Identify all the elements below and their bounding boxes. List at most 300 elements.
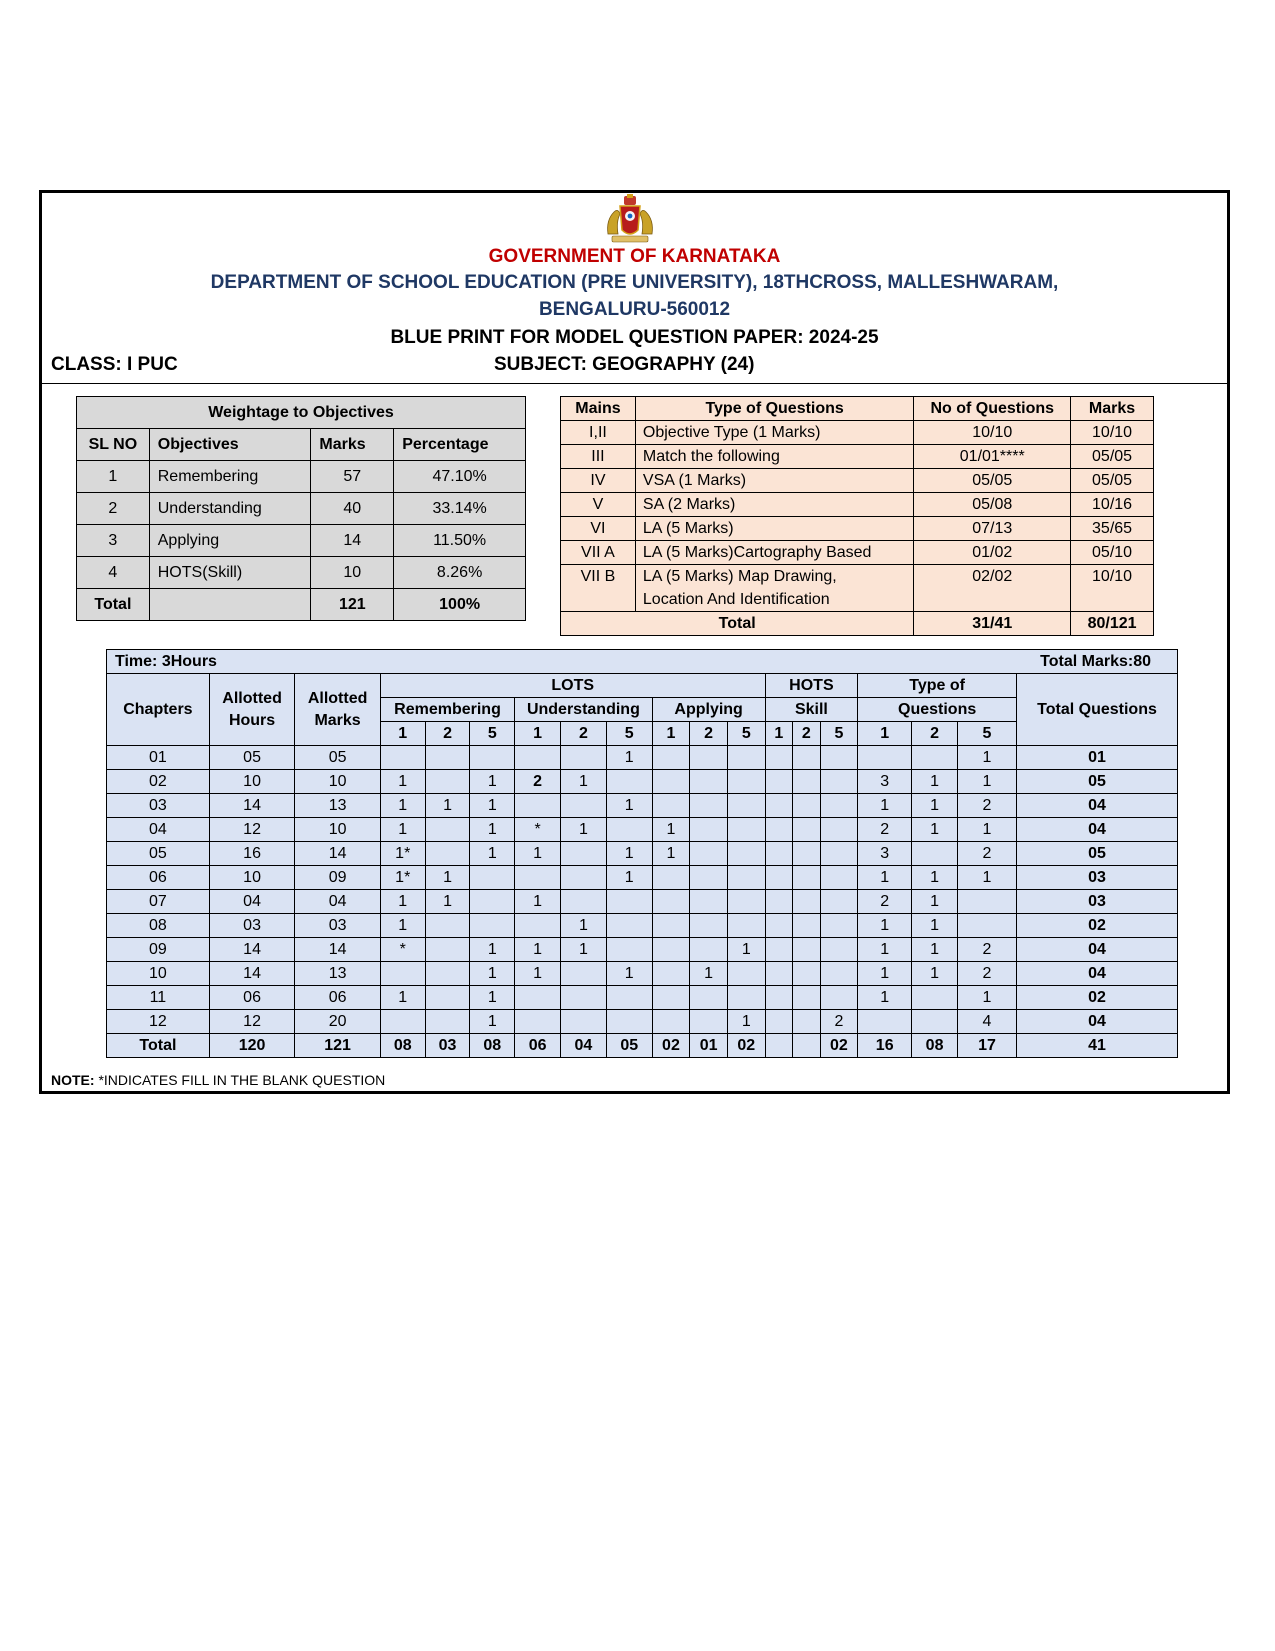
table-cell (727, 890, 765, 914)
table-cell (515, 914, 561, 938)
table-cell: 2 (957, 962, 1016, 986)
table-cell: 1 (380, 890, 425, 914)
column-header: Remembering (380, 698, 514, 722)
table-cell (380, 962, 425, 986)
department-line-1: DEPARTMENT OF SCHOOL EDUCATION (PRE UNIVERSITY), 18THCROSS, MALLESHWARAM, (210, 272, 1059, 293)
table-cell: 1 (912, 866, 958, 890)
table-cell: 1* (380, 866, 425, 890)
table-cell (515, 986, 561, 1010)
type-line-1: LA (5 Marks) Map Drawing, (642, 568, 837, 585)
table-cell: 08 (470, 1034, 515, 1058)
table-cell: 1 (515, 962, 561, 986)
table-cell: 02 (652, 1034, 690, 1058)
table-cell: 1 (425, 794, 470, 818)
column-header: Objectives (149, 429, 311, 461)
table-cell (470, 914, 515, 938)
table-cell: 10/10 (1071, 421, 1154, 445)
table-row (561, 565, 1154, 612)
table-cell: 03 (1017, 890, 1178, 914)
table-cell: 1 (858, 938, 912, 962)
table-cell (820, 890, 858, 914)
table-cell: 1 (606, 842, 652, 866)
table-cell: 2 (77, 493, 150, 525)
table-cell: 02/02 (914, 565, 1071, 612)
column-header: LOTS (380, 674, 765, 698)
column-subheader: 5 (606, 722, 652, 746)
note-label: NOTE: (51, 1072, 95, 1088)
table-cell (652, 890, 690, 914)
table-cell (425, 746, 470, 770)
table-cell: Remembering (149, 461, 311, 493)
table-cell (793, 770, 820, 794)
table-cell: 1 (606, 866, 652, 890)
table-row-total (107, 1034, 1178, 1058)
table-cell: 1 (470, 842, 515, 866)
table-cell: 1 (957, 746, 1016, 770)
table-cell (820, 746, 858, 770)
department-line-2: BENGALURU-560012 (538, 299, 731, 320)
table-cell (652, 962, 690, 986)
table-cell: III (561, 445, 636, 469)
table-cell: 03 (1017, 866, 1178, 890)
table-cell (425, 986, 470, 1010)
table-cell: 09 (107, 938, 210, 962)
table-cell (690, 938, 728, 962)
column-subheader: 1 (515, 722, 561, 746)
table-cell: Objective Type (1 Marks) (635, 421, 914, 445)
header-divider (42, 383, 1227, 384)
table-cell (793, 914, 820, 938)
table-cell (727, 962, 765, 986)
table-cell: 1 (912, 890, 958, 914)
column-header: Allotted Marks (295, 674, 381, 746)
table-cell (380, 746, 425, 770)
table-row (107, 1010, 1178, 1034)
table-cell: 1 (380, 794, 425, 818)
table-cell (765, 1034, 792, 1058)
table-cell (793, 962, 820, 986)
table-cell: 04 (561, 1034, 607, 1058)
table-cell (425, 818, 470, 842)
table-cell: 1 (912, 914, 958, 938)
table-row (107, 914, 1178, 938)
column-subheader: 2 (793, 722, 820, 746)
table-cell (727, 794, 765, 818)
table-cell (606, 890, 652, 914)
table-cell: 1 (606, 794, 652, 818)
table-cell: Understanding (149, 493, 311, 525)
table-cell: 3 (858, 770, 912, 794)
table-cell (515, 1010, 561, 1034)
table-cell: 8.26% (394, 557, 526, 589)
table-cell (690, 1010, 728, 1034)
table-cell: 04 (209, 890, 295, 914)
table-cell: Total (107, 1034, 210, 1058)
table-cell: 17 (957, 1034, 1016, 1058)
table-cell: 08 (107, 914, 210, 938)
table-cell (606, 914, 652, 938)
table-cell: 1 (652, 842, 690, 866)
table-cell: 2 (820, 1010, 858, 1034)
table-cell: 08 (912, 1034, 958, 1058)
karnataka-emblem-icon (602, 194, 658, 244)
column-header: Questions (858, 698, 1017, 722)
table-cell (690, 842, 728, 866)
table-cell: 11 (107, 986, 210, 1010)
table-row (561, 541, 1154, 565)
table-cell: 10 (107, 962, 210, 986)
table-cell (470, 746, 515, 770)
table-cell (820, 794, 858, 818)
table-cell: 121 (295, 1034, 381, 1058)
table-row (107, 770, 1178, 794)
column-subheader: 5 (727, 722, 765, 746)
table-cell: 02 (820, 1034, 858, 1058)
table-row (561, 493, 1154, 517)
table-cell (561, 842, 607, 866)
table-cell (765, 986, 792, 1010)
table-cell: 1 (425, 890, 470, 914)
table-cell (425, 842, 470, 866)
table-cell (652, 746, 690, 770)
table-cell: 120 (209, 1034, 295, 1058)
table-cell: 06 (209, 986, 295, 1010)
table-cell: 05/05 (914, 469, 1071, 493)
table-cell (690, 986, 728, 1010)
table-cell (561, 1010, 607, 1034)
table-cell: 80/121 (1071, 612, 1154, 636)
table-cell (606, 770, 652, 794)
table-cell (561, 986, 607, 1010)
table-cell (793, 1010, 820, 1034)
table-cell: 14 (311, 525, 394, 557)
table-cell: 02 (107, 770, 210, 794)
table-cell: 14 (209, 938, 295, 962)
table-cell: VII A (561, 541, 636, 565)
table-cell: 05 (1017, 770, 1178, 794)
table-cell: 1 (470, 794, 515, 818)
table-cell: 03 (425, 1034, 470, 1058)
table-cell (912, 1010, 958, 1034)
weightage-title: Weightage to Objectives (77, 397, 526, 429)
table-cell (470, 866, 515, 890)
table-cell: 57 (311, 461, 394, 493)
column-subheader: 1 (765, 722, 792, 746)
table-cell: HOTS(Skill) (149, 557, 311, 589)
table-cell: 14 (209, 794, 295, 818)
table-cell: 1 (470, 962, 515, 986)
table-cell (820, 866, 858, 890)
table-cell: 1* (380, 842, 425, 866)
table-cell (820, 938, 858, 962)
column-header: Type of (858, 674, 1017, 698)
column-header: Marks (311, 429, 394, 461)
total-marks-label: Total Marks:80 (912, 650, 1178, 674)
table-cell (727, 842, 765, 866)
table-cell: 03 (295, 914, 381, 938)
table-cell (425, 770, 470, 794)
table-cell: 10/10 (1071, 565, 1154, 612)
table-cell: 31/41 (914, 612, 1071, 636)
column-subheader: 5 (470, 722, 515, 746)
table-cell: V (561, 493, 636, 517)
table-cell (425, 1010, 470, 1034)
table-cell (765, 770, 792, 794)
table-cell: 07 (107, 890, 210, 914)
table-cell (727, 914, 765, 938)
column-subheader: 2 (690, 722, 728, 746)
table-cell (727, 866, 765, 890)
column-header: Applying (652, 698, 765, 722)
column-header: Understanding (515, 698, 652, 722)
table-cell: 3 (858, 842, 912, 866)
table-cell: 33.14% (394, 493, 526, 525)
table-row (77, 397, 526, 429)
table-cell: 1 (912, 938, 958, 962)
table-cell: 06 (295, 986, 381, 1010)
table-cell (690, 866, 728, 890)
table-cell: 2 (858, 890, 912, 914)
table-cell: 01 (107, 746, 210, 770)
table-cell: 08 (380, 1034, 425, 1058)
column-subheader: 5 (820, 722, 858, 746)
table-cell: 20 (295, 1010, 381, 1034)
table-cell: 16 (209, 842, 295, 866)
table-cell (690, 770, 728, 794)
table-cell: 4 (957, 1010, 1016, 1034)
table-cell: 1 (380, 914, 425, 938)
table-row (561, 397, 1154, 421)
table-cell (820, 914, 858, 938)
table-cell: 1 (912, 818, 958, 842)
table-cell (765, 746, 792, 770)
table-cell (820, 986, 858, 1010)
table-cell (765, 866, 792, 890)
table-cell: 1 (515, 890, 561, 914)
table-cell (727, 986, 765, 1010)
table-row (107, 818, 1178, 842)
table-cell (820, 770, 858, 794)
table-cell: 11.50% (394, 525, 526, 557)
table-cell: 2 (957, 842, 1016, 866)
table-cell: 05 (606, 1034, 652, 1058)
table-cell (149, 589, 311, 621)
table-row (77, 525, 526, 557)
table-cell: 05/08 (914, 493, 1071, 517)
table-cell: 04 (1017, 962, 1178, 986)
column-subheader: 5 (957, 722, 1016, 746)
table-cell (561, 746, 607, 770)
table-cell (606, 818, 652, 842)
table-cell: 01/02 (914, 541, 1071, 565)
table-cell: 04 (1017, 938, 1178, 962)
column-header: HOTS (765, 674, 858, 698)
table-cell (858, 746, 912, 770)
question-types-table (560, 396, 1154, 636)
table-cell: 1 (470, 986, 515, 1010)
table-cell (912, 842, 958, 866)
table-cell: 1 (561, 818, 607, 842)
column-subheader: 1 (858, 722, 912, 746)
table-cell: 1 (912, 770, 958, 794)
table-cell: 05 (1017, 842, 1178, 866)
table-cell: 12 (107, 1010, 210, 1034)
table-row (107, 866, 1178, 890)
table-row (77, 429, 526, 461)
table-cell (652, 914, 690, 938)
column-header: Chapters (107, 674, 210, 746)
table-row (561, 469, 1154, 493)
table-row (77, 493, 526, 525)
table-cell (820, 962, 858, 986)
table-cell: 02 (727, 1034, 765, 1058)
note-text: *INDICATES FILL IN THE BLANK QUESTION (94, 1072, 386, 1088)
table-cell: 06 (107, 866, 210, 890)
table-row (561, 421, 1154, 445)
table-cell (690, 914, 728, 938)
table-cell (606, 986, 652, 1010)
table-cell: 10/16 (1071, 493, 1154, 517)
table-cell (515, 794, 561, 818)
table-cell: SA (2 Marks) (635, 493, 914, 517)
table-cell (690, 890, 728, 914)
table-cell (765, 818, 792, 842)
table-cell: 04 (1017, 794, 1178, 818)
table-cell: Match the following (635, 445, 914, 469)
table-row (107, 890, 1178, 914)
table-cell: 2 (858, 818, 912, 842)
table-cell (652, 794, 690, 818)
table-cell: 10/10 (914, 421, 1071, 445)
table-cell (425, 914, 470, 938)
table-cell: 35/65 (1071, 517, 1154, 541)
table-cell: VII B (561, 565, 636, 612)
table-cell (425, 938, 470, 962)
table-cell (793, 938, 820, 962)
table-cell (727, 746, 765, 770)
table-cell: 1 (957, 770, 1016, 794)
table-cell (793, 1034, 820, 1058)
table-cell: 2 (957, 794, 1016, 818)
table-cell (793, 794, 820, 818)
table-cell: 1 (858, 986, 912, 1010)
table-cell: 1 (957, 866, 1016, 890)
table-cell (727, 770, 765, 794)
table-cell (793, 866, 820, 890)
table-cell: 2 (515, 770, 561, 794)
table-cell: 14 (295, 938, 381, 962)
table-cell: 04 (295, 890, 381, 914)
government-title: GOVERNMENT OF KARNATAKA (488, 246, 781, 267)
table-cell: * (515, 818, 561, 842)
column-header: SL NO (77, 429, 150, 461)
table-cell: 16 (858, 1034, 912, 1058)
column-header: Total Questions (1017, 674, 1178, 746)
table-cell (425, 962, 470, 986)
table-row (107, 794, 1178, 818)
table-row (77, 557, 526, 589)
table-cell: 1 (606, 746, 652, 770)
table-cell (652, 938, 690, 962)
table-cell: 3 (77, 525, 150, 557)
table-cell: 1 (380, 770, 425, 794)
table-cell: 05/05 (1071, 469, 1154, 493)
table-cell (793, 842, 820, 866)
table-cell: 04 (1017, 1010, 1178, 1034)
table-cell (515, 866, 561, 890)
table-cell: 1 (858, 866, 912, 890)
table-row (107, 986, 1178, 1010)
column-header: Type of Questions (635, 397, 914, 421)
table-cell: 1 (690, 962, 728, 986)
table-cell: 2 (957, 938, 1016, 962)
table-cell (793, 986, 820, 1010)
table-cell: 05/05 (1071, 445, 1154, 469)
table-cell: 07/13 (914, 517, 1071, 541)
table-cell (561, 890, 607, 914)
table-cell: 04 (107, 818, 210, 842)
table-cell: 10 (295, 770, 381, 794)
table-cell (380, 1010, 425, 1034)
table-cell (765, 842, 792, 866)
table-row (107, 962, 1178, 986)
table-cell: 09 (295, 866, 381, 890)
table-cell: 1 (561, 770, 607, 794)
table-cell (765, 914, 792, 938)
table-cell: IV (561, 469, 636, 493)
table-cell: 1 (77, 461, 150, 493)
table-cell: LA (5 Marks) (635, 517, 914, 541)
table-row (107, 938, 1178, 962)
table-cell: LA (5 Marks)Cartography Based (635, 541, 914, 565)
column-subheader: 2 (912, 722, 958, 746)
table-cell: Applying (149, 525, 311, 557)
table-cell: 1 (425, 866, 470, 890)
table-cell: 1 (515, 842, 561, 866)
table-row (107, 674, 1178, 698)
table-cell: * (380, 938, 425, 962)
subject-label: SUBJECT: GEOGRAPHY (24) (494, 354, 755, 375)
table-cell: 121 (311, 589, 394, 621)
table-row-total (561, 612, 1154, 636)
table-cell: 1 (858, 962, 912, 986)
class-label: CLASS: I PUC (51, 354, 178, 375)
table-cell: 10 (209, 770, 295, 794)
table-cell: 01 (1017, 746, 1178, 770)
table-cell: 14 (295, 842, 381, 866)
table-cell: 03 (107, 794, 210, 818)
table-cell: 14 (209, 962, 295, 986)
table-cell (606, 938, 652, 962)
table-cell: 05 (209, 746, 295, 770)
table-cell (820, 818, 858, 842)
table-row (77, 461, 526, 493)
table-cell: 12 (209, 818, 295, 842)
table-row (561, 445, 1154, 469)
table-cell: 1 (957, 986, 1016, 1010)
table-cell (765, 962, 792, 986)
table-row-total (77, 589, 526, 621)
table-cell: 1 (470, 818, 515, 842)
table-cell: 1 (561, 938, 607, 962)
table-cell: 1 (858, 794, 912, 818)
table-cell: 10 (209, 866, 295, 890)
table-cell: 01 (690, 1034, 728, 1058)
table-cell: 1 (912, 962, 958, 986)
table-cell: 05 (295, 746, 381, 770)
table-cell (690, 746, 728, 770)
table-cell: 06 (515, 1034, 561, 1058)
